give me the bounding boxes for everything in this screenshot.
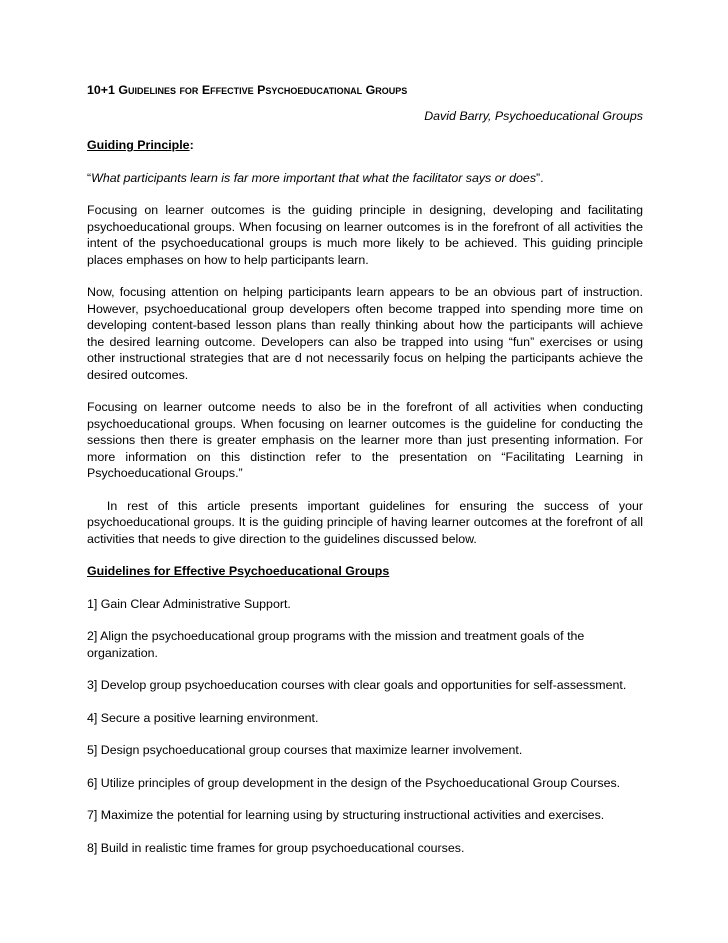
quote-text: What participants learn is far more important that what the facilitator says or does — [91, 170, 537, 185]
guideline-item: 7] Maximize the potential for learning using by structuring instructional activities and exercises. — [87, 808, 605, 822]
guideline-item: 1] Gain Clear Administrative Support. — [87, 596, 291, 611]
guiding-quote — [87, 170, 643, 187]
guideline-item: 8] Build in realistic time frames for group psychoeducational courses. — [87, 840, 465, 855]
guidelines-heading — [87, 563, 643, 580]
quote-close-mark: ”. — [536, 170, 544, 185]
guiding-principle-colon: : — [189, 138, 194, 152]
paragraph: In rest of this article presents important guidelines for ensuring the success of your psychoeducational groups. It is the guiding principle of having learner outcomes at the forefront of all activities that needs to give direction to the guidelines discussed below. — [87, 498, 647, 546]
guideline-item: 5] Design psychoeducational group courses that maximize learner involvement. — [87, 743, 523, 757]
guideline-item: 3] Develop group psychoeducation courses with clear goals and opportunities for self-assessment. — [87, 678, 627, 692]
paragraph: Now, focusing attention on helping participants learn appears to be an obvious part of instruction. However, psychoeducational group developers often become trapped into spending more time on developing content-based lesson plans than really thinking about how the participants will achieve the desired learning outcome. Developers can also be trapped into using “fun” exercises or using other instructional strategies that are d not necessarily focus on helping the participants achieve the desired outcomes. — [87, 285, 643, 382]
guiding-principle-label: Guiding Principle — [87, 138, 190, 152]
document-title: 10+1 Guidelines for Effective Psychoeducational Groups — [87, 83, 408, 97]
quote-open-mark: “ — [87, 170, 92, 185]
paragraph: Focusing on learner outcomes is the guiding principle in designing, developing and facilitating psychoeducational groups. When focusing on learner outcomes is in the forefront of all activities the intent of the psychoeducational groups is much more likely to be achieved. This guiding principle places emphases on how to help participants learn. — [87, 203, 643, 267]
guidelines-heading-label: Guidelines for Effective Psychoeducational Groups — [87, 564, 390, 578]
document-page — [87, 82, 647, 872]
guiding-principle-heading — [87, 137, 643, 154]
guideline-item: 6] Utilize principles of group development in the design of the Psychoeducational Group Courses. — [87, 775, 621, 790]
guideline-item: 2] Align the psychoeducational group programs with the mission and treatment goals of the organization. — [87, 629, 585, 660]
author-line: David Barry, Psychoeducational Groups — [424, 108, 643, 123]
guideline-item: 4] Secure a positive learning environment. — [87, 710, 319, 725]
paragraph: Focusing on learner outcome needs to also be in the forefront of all activities when conducting psychoeducational groups. When focusing on learner outcomes is the guideline for conducting the sessions then there is greater emphasis on the learner more than just presenting information. For more information on this distinction refer to the presentation on “Facilitating Learning in Psychoeducational Groups.” — [87, 400, 643, 480]
